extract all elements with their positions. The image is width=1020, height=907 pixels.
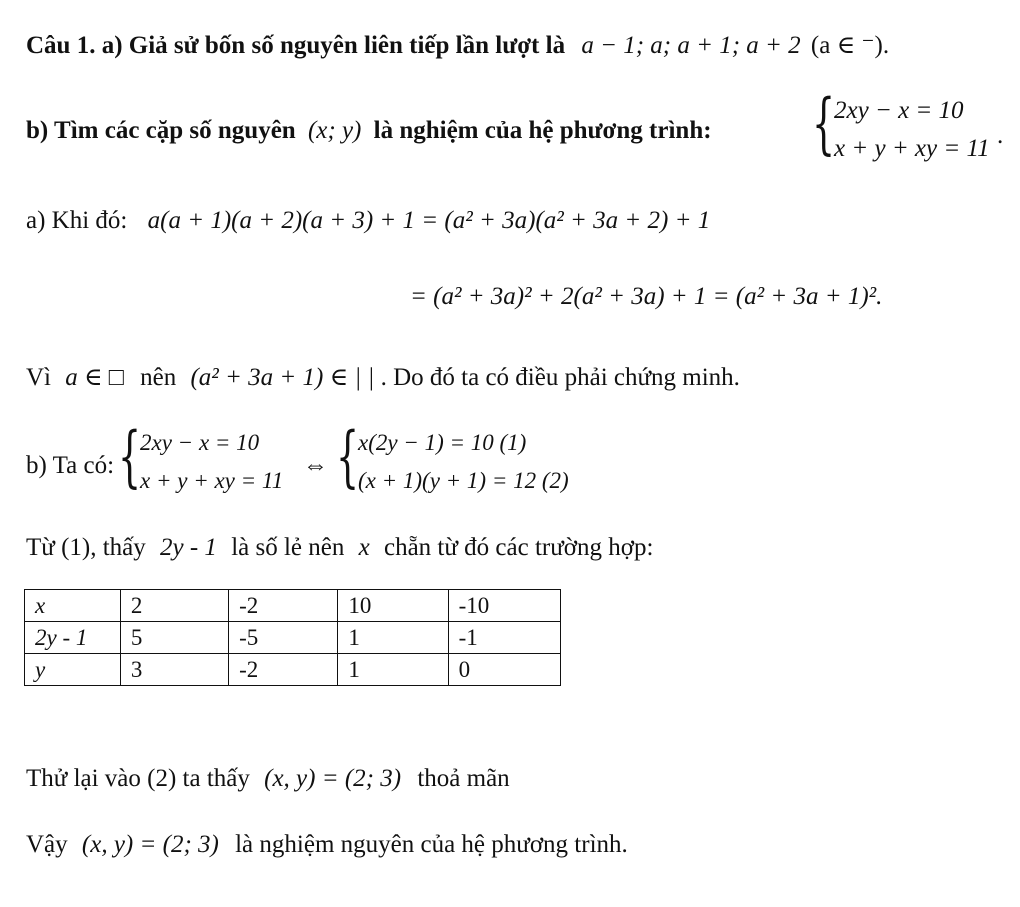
solution-a-nen-expression: (a² + 3a + 1) ∈ | | — [190, 364, 375, 391]
question-b-system-row-1: 2xy − x = 10 — [834, 97, 964, 124]
solution-b-system-2-row-1: x(2y − 1) = 10 (1) — [358, 430, 527, 455]
table-row — [25, 622, 561, 654]
table-cell: -5 — [229, 622, 338, 654]
table-cell: -2 — [229, 654, 338, 686]
table-cell: 0 — [448, 654, 560, 686]
solution-a-line-3 — [26, 362, 740, 392]
check-text: Thử lại vào (2) ta thấy — [26, 765, 250, 792]
conclusion-vay: Vậy — [26, 831, 68, 858]
brace-icon: { — [118, 418, 142, 495]
solution-a-conclusion: . Do đó ta có điều phải chứng minh. — [380, 364, 740, 391]
question-b-pair: (x; y) — [307, 117, 362, 144]
brace-icon: { — [336, 418, 360, 495]
cases-table — [24, 589, 561, 686]
solution-a-vi-condition: a ∈ □ — [65, 364, 124, 391]
solution-a-equation-1: a(a + 1)(a + 2)(a + 3) + 1 = (a² + 3a)(a² + 3a + 2) + 1 — [147, 207, 711, 234]
solution-a-nen: nên — [140, 364, 177, 391]
solution-a-vi: Vì — [26, 364, 51, 391]
check-end: thoả mãn — [417, 765, 510, 792]
equivalence-icon: ⇔ — [303, 452, 328, 479]
table-cell: 3 — [120, 654, 228, 686]
question-a-expression: a − 1; a; a + 1; a + 2 — [581, 32, 801, 59]
table-cell: -10 — [448, 590, 560, 622]
solution-a-line-1 — [26, 207, 710, 235]
question-b-end: . — [997, 122, 1004, 149]
solution-a-equation-2: = (a² + 3a)² + 2(a² + 3a) + 1 = (a² + 3a + 1)². — [410, 283, 883, 310]
table-cell: 2 — [120, 590, 228, 622]
solution-b-cases — [26, 534, 653, 562]
solution-b-system-1-row-2: x + y + xy = 11 — [140, 468, 284, 493]
question-b — [26, 117, 712, 145]
table-cell: 2y - 1 — [25, 622, 121, 654]
check-expression: (x, y) = (2; 3) — [264, 765, 402, 792]
brace-icon: { — [812, 85, 836, 162]
conclusion-end: là nghiệm nguyên của hệ phương trình. — [235, 831, 628, 858]
table-cell: 5 — [120, 622, 228, 654]
table-cell: -1 — [448, 622, 560, 654]
table-cell: y — [25, 654, 121, 686]
table-cell: x — [25, 590, 121, 622]
question-b-label: b) Tìm các cặp số nguyên — [26, 117, 296, 144]
solution-b-tu-x: x — [358, 534, 370, 561]
table-cell: 10 — [338, 590, 448, 622]
conclusion-line — [26, 831, 628, 859]
solution-a-line-2 — [410, 283, 882, 311]
table-cell: -2 — [229, 590, 338, 622]
question-a-condition: (a ∈ ⁻). — [810, 32, 890, 59]
conclusion-expression: (x, y) = (2; 3) — [81, 831, 219, 858]
question-b-rest: là nghiệm của hệ phương trình: — [373, 117, 712, 144]
solution-b-system-1-row-1: 2xy − x = 10 — [140, 430, 260, 455]
solution-b-tu-mid: là số lẻ nên — [231, 534, 345, 561]
solution-b-system-2-row-2: (x + 1)(y + 1) = 12 (2) — [358, 468, 569, 493]
solution-b-intro: b) Ta có: — [26, 452, 115, 479]
check-line — [26, 765, 510, 793]
question-b-system-row-2: x + y + xy = 11 — [834, 135, 990, 162]
solution-b-tu-expression: 2y - 1 — [160, 534, 217, 561]
table-row — [25, 590, 561, 622]
table-cell: 1 — [338, 654, 448, 686]
table-row — [25, 654, 561, 686]
question-a-label: Câu 1. a) Giả sử bốn số nguyên liên tiếp lần lượt là — [26, 32, 566, 59]
table-cell: 1 — [338, 622, 448, 654]
question-a — [26, 30, 889, 60]
solution-b-tu: Từ (1), thấy — [26, 534, 146, 561]
solution-b-tu-end: chẵn từ đó các trường hợp: — [383, 534, 654, 561]
solution-a-intro: a) Khi đó: — [26, 207, 128, 234]
